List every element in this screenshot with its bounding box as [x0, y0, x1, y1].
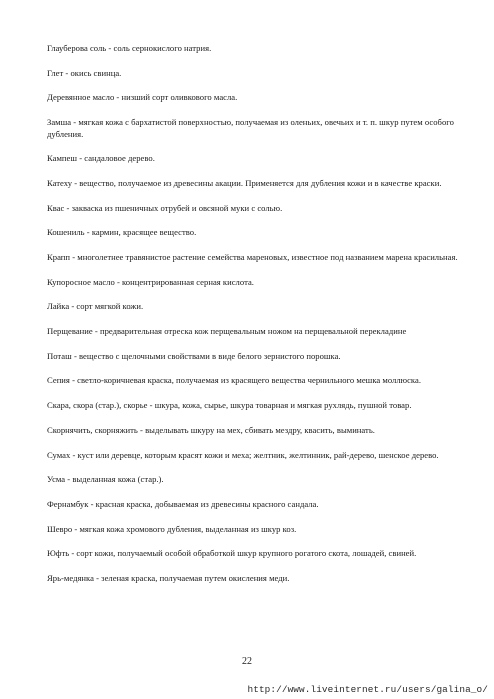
glossary-definition: вещество с щелочными свойствами в виде белого зернистого порошка. — [79, 350, 341, 361]
glossary-term: Купоросное масло — [47, 276, 115, 287]
glossary-term: Квас — [47, 202, 65, 213]
glossary-entry: Сепия - светло-коричневая краска, получаемая из красящего вещества чернильного мешка моллюска. — [47, 375, 422, 386]
glossary-definition: зеленая краска, получаемая путем окисления меди. — [101, 572, 290, 583]
glossary-term: Кошениль — [47, 227, 85, 238]
glossary-definition: сандаловое дерево. — [84, 153, 155, 164]
glossary-definition: кармин, красящее вещество. — [91, 227, 197, 238]
glossary-term: Катеху — [47, 177, 73, 188]
glossary-entry: Шевро - мягкая кожа хромового дубления, выделанная из шкур коз. — [47, 523, 297, 534]
glossary-entry: Усма - выделанная кожа (стар.). — [47, 474, 164, 485]
glossary-term: Глет — [47, 67, 64, 78]
glossary-definition: мягкая кожа хромового дубления, выделанная из шкур коз. — [79, 523, 297, 534]
glossary-term: Лайка — [47, 301, 70, 312]
glossary-entry: Деревянное масло - низший сорт оливкового масла. — [47, 92, 238, 103]
glossary-term: Глауберова соль — [47, 43, 107, 53]
glossary-term: Шевро — [47, 523, 73, 534]
glossary-definition: выделанная кожа (стар.). — [72, 474, 164, 485]
glossary-definition: низший сорт оливкового масла. — [121, 92, 238, 103]
glossary-term: Ярь-медянка — [47, 572, 94, 583]
glossary-definition: соль сернокислого натрия. — [113, 43, 212, 53]
glossary-definition: сорт мягкой кожи. — [76, 301, 144, 312]
glossary-entry: Фернамбук - красная краска, добываемая из древесины красного сандала. — [47, 498, 319, 509]
glossary-entry: Лайка - сорт мягкой кожи. — [47, 301, 144, 312]
glossary-definition: предварительная отреска кож перщевальным ножом на перщевальной перекладине — [99, 326, 407, 337]
glossary-definition: красная краска, добываемая из древесины красного сандала. — [95, 498, 319, 509]
glossary-definition: выделывать шкуру на мех, сбивать мездру, квасить, выминать. — [145, 424, 375, 435]
glossary-entry: Скара, скора (стар.), скорье - шкура, кожа, сырье, шкура товарная и мягкая рухлядь, пушной товар. — [47, 400, 412, 411]
glossary-definition: сорт кожи, получаемый особой обработкой шкур крупного рогатого скота, лошадей, свиней. — [76, 548, 417, 559]
glossary-term: Скара, скора (стар.), скорье — [47, 400, 148, 411]
glossary-definition: окись свинца. — [70, 67, 122, 78]
glossary-definition: куст или деревце, которым красят кожи и меха; желтник, желтинник, рай-дерево, шенское дерево. — [77, 449, 439, 460]
glossary-entry: Сумах - куст или деревце, которым красят кожи и меха; желтник, желтинник, рай-дерево, шенское дерево. — [47, 449, 439, 460]
glossary-entry: Катеху - вещество, получаемое из древесины акации. Применяется для дубления кожи и в качестве краски. — [47, 177, 442, 188]
glossary-term: Крапп — [47, 252, 71, 262]
glossary-list — [47, 43, 467, 598]
glossary-entry: Скорнячить, скорняжить - выделывать шкуру на мех, сбивать мездру, квасить, выминать. — [47, 424, 375, 435]
glossary-entry: Глауберова соль - соль сернокислого натрия. — [47, 43, 212, 53]
glossary-term: Юфть — [47, 548, 70, 559]
page-number: 22 — [242, 656, 252, 667]
glossary-definition: мягкая кожа с бархатистой поверхностью, получаемая из оленьих, овечьих и т. п. шкур путем особого дубления. — [47, 117, 454, 139]
glossary-entry: Квас - закваска из пшеничных отрубей и овсяной муки с солью. — [47, 202, 283, 213]
glossary-entry: Кампеш - сандаловое дерево. — [47, 153, 155, 164]
glossary-term: Усма — [47, 474, 66, 485]
glossary-term: Перщевание — [47, 326, 93, 337]
glossary-entry: Замша - мягкая кожа с бархатистой поверхностью, получаемая из оленьих, овечьих и т. п. шкур путем особого дубления. — [47, 117, 454, 139]
glossary-term: Замша — [47, 117, 72, 128]
glossary-entry: Ярь-медянка - зеленая краска, получаемая путем окисления меди. — [47, 572, 290, 583]
glossary-entry: Купоросное масло - концентрированная серная кислота. — [47, 276, 254, 287]
glossary-definition: вещество, получаемое из древесины акации. Применяется для дубления кожи и в качестве краски. — [79, 177, 442, 188]
glossary-term: Фернамбук — [47, 498, 89, 509]
glossary-term: Кампеш — [47, 153, 78, 164]
glossary-entry: Крапп - многолетнее травянистое растение семейства мареновых, известное под названием марена красильная. — [47, 252, 458, 262]
glossary-entry: Кошениль - кармин, красящее вещество. — [47, 227, 197, 238]
glossary-term: Деревянное масло — [47, 92, 115, 103]
glossary-entry: Перщевание - предварительная отреска кож перщевальным ножом на перщевальной перекладине — [47, 326, 407, 337]
glossary-term: Сепия — [47, 375, 70, 386]
glossary-term: Поташ — [47, 350, 72, 361]
footer-url[interactable]: http://www.liveinternet.ru/users/galina_o/ — [247, 684, 488, 695]
glossary-term: Сумах — [47, 449, 71, 460]
glossary-term: Скорнячить, скорняжить — [47, 424, 138, 435]
glossary-definition: шкура, кожа, сырье, шкура товарная и мягкая рухлядь, пушной товар. — [154, 400, 412, 411]
glossary-entry: Глет - окись свинца. — [47, 67, 122, 78]
glossary-entry: Юфть - сорт кожи, получаемый особой обработкой шкур крупного рогатого скота, лошадей, свиней. — [47, 548, 417, 559]
glossary-definition: концентрированная серная кислота. — [122, 276, 254, 287]
glossary-entry: Поташ - вещество с щелочными свойствами в виде белого зернистого порошка. — [47, 350, 341, 361]
glossary-definition: закваска из пшеничных отрубей и овсяной муки с солью. — [71, 202, 283, 213]
glossary-definition: многолетнее травянистое растение семейства мареновых, известное под названием марена красильная. — [77, 252, 458, 262]
glossary-definition: светло-коричневая краска, получаемая из красящего вещества чернильного мешка моллюска. — [77, 375, 422, 386]
